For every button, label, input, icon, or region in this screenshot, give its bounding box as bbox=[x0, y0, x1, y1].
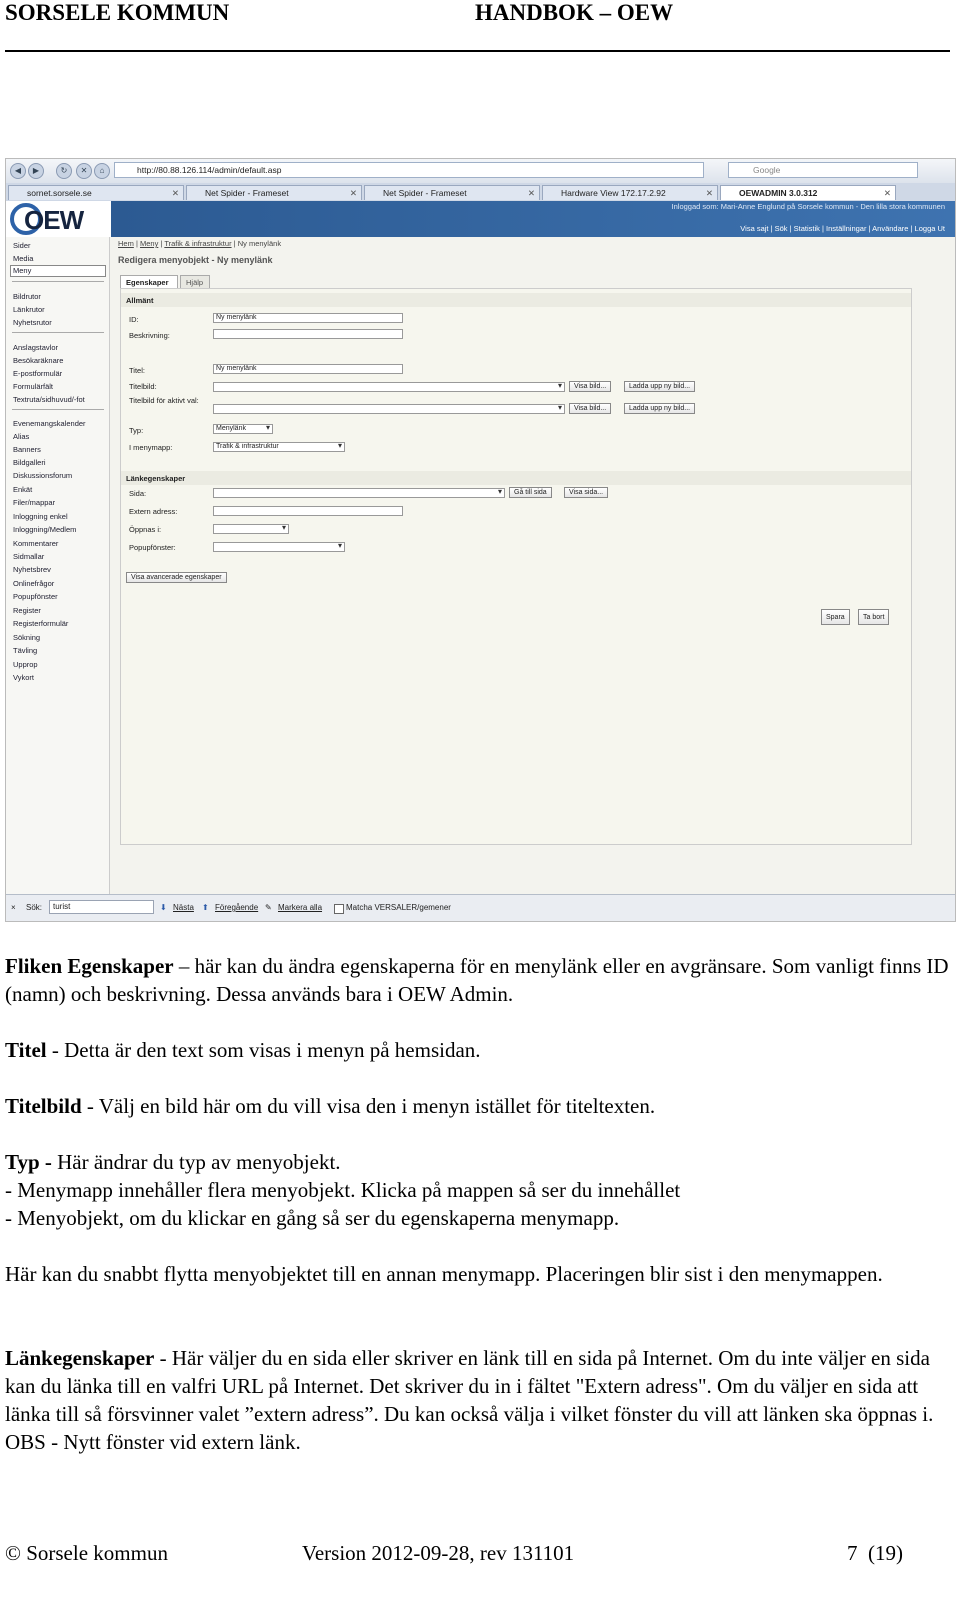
page-select[interactable] bbox=[213, 488, 505, 498]
label-page: Sida: bbox=[129, 489, 147, 498]
sidebar-item[interactable]: E-postformulär bbox=[13, 369, 63, 378]
header-organization: SORSELE KOMMUN bbox=[5, 0, 230, 25]
header-rule bbox=[5, 50, 950, 52]
sidebar-item[interactable]: Tävling bbox=[13, 646, 38, 655]
sidebar-item[interactable]: Kommentarer bbox=[13, 539, 59, 548]
paragraph-properties-tab: Fliken Egenskaper – här kan du ändra egenskaperna för en menylänk eller en avgränsare. Som vanligt finns ID (namn) och beskrivning. Dessa används bara i OEW Admin. bbox=[5, 954, 949, 1006]
breadcrumb-folder[interactable]: Trafik & infrastruktur bbox=[164, 239, 232, 248]
highlight-all-button[interactable]: Markera alla bbox=[278, 903, 323, 912]
highlight-icon: ✎ bbox=[265, 903, 272, 912]
label-type: Typ: bbox=[129, 426, 144, 435]
description-field[interactable] bbox=[213, 329, 403, 339]
close-tab-icon[interactable]: ✕ bbox=[705, 188, 713, 198]
sidebar-item[interactable]: Länkrutor bbox=[13, 305, 45, 314]
sidebar-item[interactable]: Filer/mappar bbox=[13, 498, 56, 507]
sidebar-item[interactable]: Formulärfält bbox=[13, 382, 54, 391]
top-menu[interactable]: Visa sajt | Sök | Statistik | Inställningar | Användare | Logga Ut bbox=[740, 224, 945, 233]
close-find-icon[interactable]: × bbox=[11, 903, 16, 912]
sidebar-item[interactable]: Vykort bbox=[13, 673, 34, 682]
match-case-checkbox[interactable] bbox=[334, 904, 344, 914]
sidebar-item[interactable]: Onlinefrågor bbox=[13, 579, 55, 588]
sidebar-item[interactable]: Nyhetsbrev bbox=[13, 565, 51, 574]
close-tab-icon[interactable]: ✕ bbox=[349, 188, 357, 198]
label-title-image: Titelbild: bbox=[129, 382, 157, 391]
id-field[interactable]: Ny menylänk bbox=[213, 313, 403, 323]
footer-copyright: © Sorsele kommun bbox=[5, 1541, 168, 1565]
sidebar-item[interactable]: Textruta/sidhuvud/-fot bbox=[13, 395, 85, 404]
sidebar-item[interactable]: Registerformulär bbox=[13, 619, 69, 628]
browser-tab[interactable]: Net Spider - Frameset ✕ bbox=[186, 185, 362, 200]
browser-tab[interactable]: sornet.sorsele.se ✕ bbox=[8, 185, 184, 200]
sidebar-item[interactable]: Bildgalleri bbox=[13, 458, 46, 467]
delete-button[interactable]: Ta bort bbox=[858, 609, 889, 625]
sidebar-item[interactable]: Besökaräknare bbox=[13, 356, 64, 365]
breadcrumb-menu[interactable]: Meny bbox=[139, 239, 159, 248]
label-id: ID: bbox=[129, 315, 139, 324]
search-box[interactable]: Google bbox=[728, 162, 918, 178]
paragraph-move: Här kan du snabbt flytta menyobjektet till en annan menymapp. Placeringen blir sist i den menymappen. bbox=[5, 1262, 883, 1286]
footer-version: Version 2012-09-28, rev 131101 bbox=[302, 1541, 575, 1565]
browser-tab[interactable]: Net Spider - Frameset ✕ bbox=[364, 185, 540, 200]
label-title: Titel: bbox=[129, 366, 145, 375]
label-popup: Popupfönster: bbox=[129, 543, 176, 552]
paragraph-title: Titel - Detta är den text som visas i menyn på hemsidan. bbox=[5, 1038, 481, 1062]
page-header bbox=[5, 0, 950, 52]
browser-toolbar bbox=[6, 159, 955, 183]
find-previous-button[interactable]: Föregående bbox=[215, 903, 259, 912]
goto-page-button[interactable]: Gå till sida bbox=[509, 487, 552, 498]
cms-sidebar bbox=[6, 237, 110, 897]
browser-tab-active[interactable]: OEWADMIN 3.0.312 ✕ bbox=[720, 185, 896, 200]
upload-image-active-button[interactable]: Ladda upp ny bild... bbox=[624, 403, 695, 414]
arrow-up-icon: ⬆ bbox=[202, 903, 209, 912]
browser-screenshot bbox=[5, 158, 956, 922]
header-document-title: HANDBOK – OEW bbox=[475, 0, 674, 25]
popup-select[interactable] bbox=[213, 542, 345, 552]
forward-icon[interactable]: ▶ bbox=[28, 163, 44, 179]
oew-logo: OEW bbox=[10, 203, 110, 235]
menu-folder-select[interactable]: Trafik & infrastruktur ▾ bbox=[213, 442, 345, 452]
arrow-down-icon: ⬇ bbox=[160, 903, 167, 912]
sidebar-item[interactable]: Alias bbox=[13, 432, 30, 441]
title-image-active-select[interactable] bbox=[213, 404, 565, 414]
back-icon[interactable]: ◀ bbox=[10, 163, 26, 179]
type-select[interactable]: Menylänk ▾ bbox=[213, 424, 273, 434]
sidebar-item[interactable]: Bildrutor bbox=[13, 292, 41, 301]
cms-banner bbox=[6, 201, 955, 237]
show-image-active-button[interactable]: Visa bild... bbox=[569, 403, 611, 414]
label-description: Beskrivning: bbox=[129, 331, 170, 340]
address-bar[interactable]: http://80.88.126.114/admin/default.asp bbox=[114, 162, 704, 178]
section-link: Länkegenskaper bbox=[121, 471, 911, 485]
open-in-select[interactable] bbox=[213, 524, 289, 534]
breadcrumb-home[interactable]: Hem bbox=[118, 239, 134, 248]
breadcrumb-current: Ny menylänk bbox=[237, 239, 282, 248]
browser-tab[interactable]: Hardware View 172.17.2.92 ✕ bbox=[542, 185, 718, 200]
sidebar-item[interactable]: Banners bbox=[13, 445, 41, 454]
label-external-address: Extern adress: bbox=[129, 507, 178, 516]
sidebar-item[interactable]: Enkät bbox=[13, 485, 33, 494]
label-title-image-active: Titelbild för aktivt val: bbox=[129, 396, 199, 405]
show-advanced-button[interactable]: Visa avancerade egenskaper bbox=[126, 572, 227, 583]
sidebar-item[interactable]: Diskussionsforum bbox=[13, 471, 73, 480]
stop-icon[interactable]: ✕ bbox=[76, 163, 92, 179]
title-image-select[interactable] bbox=[213, 382, 565, 392]
label-menu-folder: I menymapp: bbox=[129, 443, 173, 452]
close-tab-icon[interactable]: ✕ bbox=[883, 188, 891, 198]
sidebar-item[interactable]: Sider bbox=[13, 241, 31, 250]
match-case-label: Matcha VERSALER/gemener bbox=[346, 903, 451, 912]
sidebar-item-selected[interactable]: Meny bbox=[13, 266, 32, 275]
home-icon[interactable]: ⌂ bbox=[94, 163, 110, 179]
tab-properties[interactable]: Egenskaper bbox=[120, 275, 178, 288]
tab-help[interactable]: Hjälp bbox=[180, 275, 210, 288]
paragraph-link-properties: Länkegenskaper - Här väljer du en sida eller skriver en länk till en sida på Internet. Om du inte väljer en sida kan du länka till en valfri URL på Internet. Det skriver du in i fältet "Extern adress". Om du väljer en sida att länka till så försvinner valet ”extern adress”. Du kan också välja i vilket fönster du vill att länken ska öppnas i. OBS - Nytt fönster vid extern länk. bbox=[5, 1346, 934, 1454]
sidebar-item[interactable]: Nyhetsrutor bbox=[13, 318, 52, 327]
sidebar-item[interactable]: Upprop bbox=[13, 660, 38, 669]
close-tab-icon[interactable]: ✕ bbox=[171, 188, 179, 198]
find-input[interactable]: turist bbox=[49, 900, 154, 914]
external-address-field[interactable] bbox=[213, 506, 403, 516]
show-image-button[interactable]: Visa bild... bbox=[569, 381, 611, 392]
sidebar-item[interactable]: Media bbox=[13, 254, 34, 263]
sidebar-item[interactable]: Register bbox=[13, 606, 41, 615]
close-tab-icon[interactable]: ✕ bbox=[527, 188, 535, 198]
sidebar-item[interactable]: Inloggning enkel bbox=[13, 512, 68, 521]
sidebar-item[interactable]: Sökning bbox=[13, 633, 41, 642]
save-button[interactable]: Spara bbox=[821, 609, 850, 625]
sidebar-item[interactable]: Evenemangskalender bbox=[13, 419, 86, 428]
reload-icon[interactable]: ↻ bbox=[56, 163, 72, 179]
find-label: Sök: bbox=[26, 903, 43, 912]
logged-in-text: Inloggad som: Mari-Anne Englund på Sorsele kommun - Den lilla stora kommunen bbox=[671, 202, 945, 211]
paragraph-type: Typ - Här ändrar du typ av menyobjekt. - Menymapp innehåller flera menyobjekt. Klicka på mappen så ser du innehållet - Menyobjekt, om du klickar en gång så ser du egenskaperna menymapp. bbox=[5, 1150, 681, 1230]
find-next-button[interactable]: Nästa bbox=[173, 903, 194, 912]
browser-tabs bbox=[6, 183, 955, 202]
section-general: Allmänt bbox=[121, 293, 911, 307]
paragraph-title-image: Titelbild - Välj en bild här om du vill visa den i menyn istället för titeltexten. bbox=[5, 1094, 656, 1118]
sidebar-item[interactable]: Anslagstavlor bbox=[13, 343, 59, 352]
show-page-button[interactable]: Visa sida... bbox=[564, 487, 608, 498]
sidebar-item[interactable]: Sidmallar bbox=[13, 552, 45, 561]
find-bar bbox=[6, 894, 955, 921]
sidebar-item[interactable]: Popupfönster bbox=[13, 592, 58, 601]
sidebar-item[interactable]: Inloggning/Medlem bbox=[13, 525, 77, 534]
footer-page-number: 7 (19) bbox=[847, 1541, 903, 1565]
label-open-in: Öppnas i: bbox=[129, 525, 162, 534]
page-title: Redigera menyobjekt - Ny menylänk bbox=[118, 255, 273, 265]
breadcrumb: Hem | Meny | Trafik & infrastruktur | Ny menylänk bbox=[118, 239, 282, 248]
cms-main bbox=[110, 237, 955, 897]
upload-image-button[interactable]: Ladda upp ny bild... bbox=[624, 381, 695, 392]
form-panel bbox=[120, 288, 912, 845]
title-field[interactable]: Ny menylänk bbox=[213, 364, 403, 374]
